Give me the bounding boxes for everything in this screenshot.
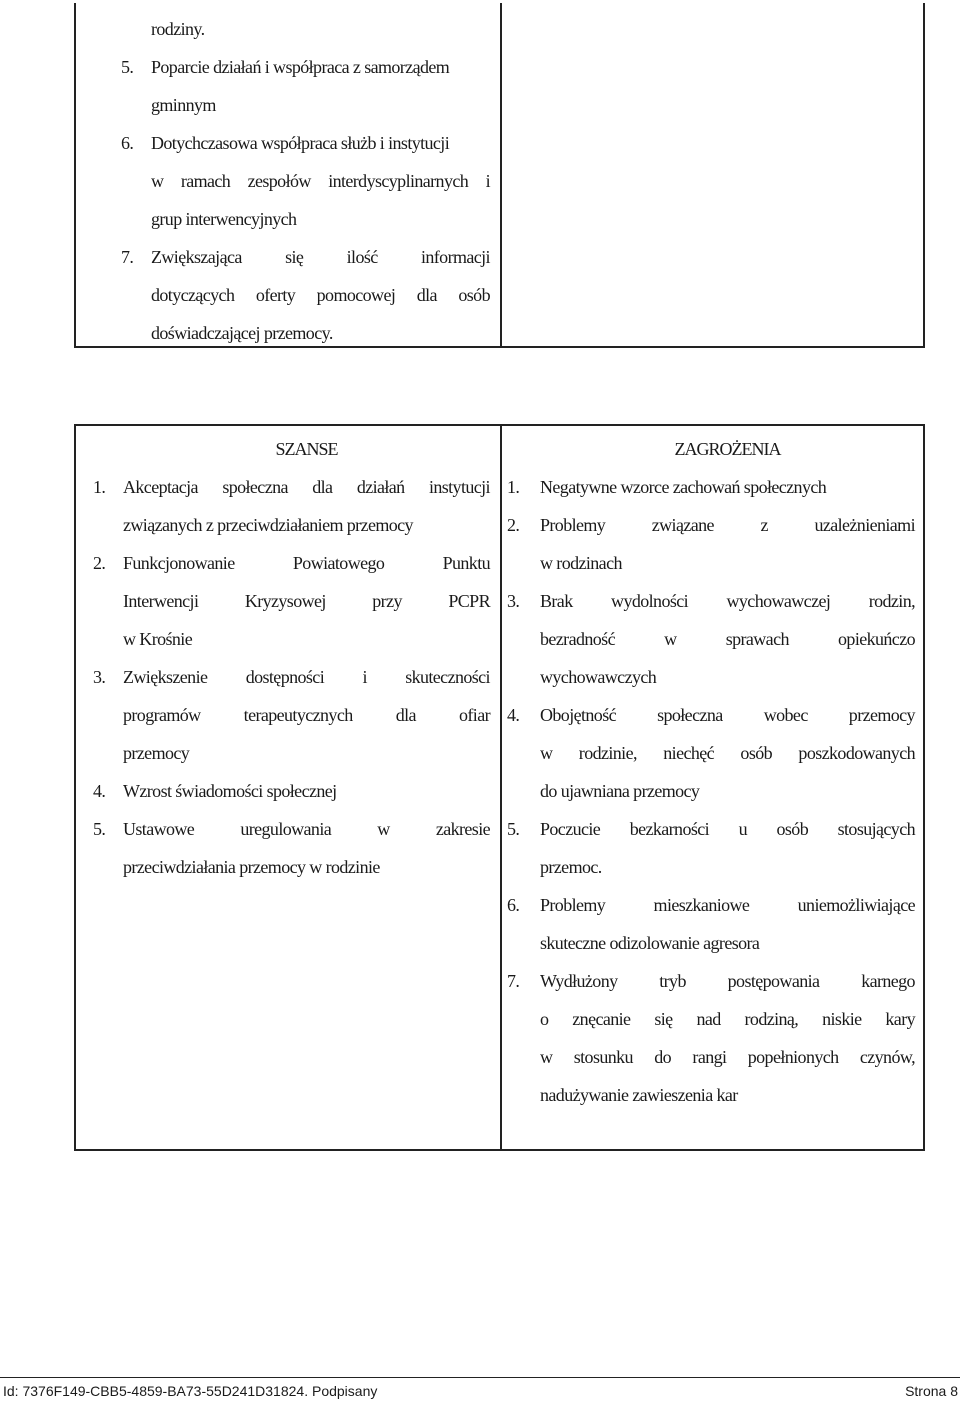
list-text: w stosunku do rangi popełnionych czynów, — [540, 1047, 915, 1067]
list-text: w rodzinie, niechęć osób poszkodowanych — [540, 743, 915, 763]
list-line — [123, 734, 490, 772]
list-number: 6. — [121, 133, 134, 153]
zagrozenia-column — [502, 430, 925, 1114]
list-line — [540, 620, 915, 658]
list-text: Ustawowe uregulowania w zakresie — [123, 819, 490, 839]
list-line — [507, 696, 915, 734]
list-line — [540, 658, 915, 696]
list-line — [151, 200, 490, 238]
list-line — [540, 848, 915, 886]
top-table-right-column — [502, 3, 925, 346]
list-text: Dotychczasowa współpraca służb i instytucji — [151, 133, 450, 153]
list-text: Poparcie działań i współpraca z samorządem — [151, 57, 450, 77]
list-text: Akceptacja społeczna dla działań instytucji — [123, 477, 490, 497]
zagrozenia-list — [507, 468, 915, 1114]
list-text: Brak wydolności wychowawczej rodzin, — [540, 591, 915, 611]
list-line — [93, 658, 490, 696]
list-line — [123, 848, 490, 886]
list-text: Negatywne wzorce zachowań społecznych — [540, 477, 827, 497]
list-text: Wydłużony tryb postępowania karnego — [540, 971, 915, 991]
list-line — [507, 506, 915, 544]
list-text: Poczucie bezkarności u osób stosujących — [540, 819, 915, 839]
list-text: Interwencji Kryzysowej przy PCPR — [123, 591, 490, 611]
list-line — [540, 772, 915, 810]
list-text: Problemy związane z uzależnieniami — [540, 515, 915, 535]
list-line — [123, 506, 490, 544]
zagrozenia-heading: ZAGROŻENIA — [674, 439, 781, 459]
list-line — [123, 620, 490, 658]
list-number: 2. — [507, 515, 520, 535]
list-text: programów terapeutycznych dla ofiar — [123, 705, 490, 725]
list-text: Problemy mieszkaniowe uniemożliwiające — [540, 895, 915, 915]
list-number: 4. — [93, 781, 106, 801]
page-number: Strona 8 — [905, 1383, 958, 1399]
list-line — [93, 772, 490, 810]
list-line — [93, 810, 490, 848]
list-text: o znęcanie się nad rodziną, niskie kary — [540, 1009, 915, 1029]
list-line — [540, 734, 915, 772]
list-text: w ramach zespołów interdyscyplinarnych i — [151, 171, 490, 191]
list-number: 7. — [507, 971, 520, 991]
list-text: dotyczących oferty pomocowej dla osób — [151, 285, 490, 305]
list-number: 1. — [93, 477, 106, 497]
list-number: 5. — [121, 57, 134, 77]
list-text: przeciwdziałania przemocy w rodzinie — [123, 857, 380, 877]
list-line — [123, 696, 490, 734]
list-number: 3. — [93, 667, 106, 687]
list-number: 6. — [507, 895, 520, 915]
list-text: przemoc. — [540, 857, 602, 877]
list-line — [151, 86, 490, 124]
list-text: przemocy — [123, 743, 190, 763]
list-text: Funkcjonowanie Powiatowego Punktu — [123, 553, 490, 573]
list-line — [507, 810, 915, 848]
page-footer — [0, 1377, 960, 1404]
list-text: skuteczne odizolowanie agresora — [540, 933, 760, 953]
list-text: rodziny. — [151, 19, 205, 39]
list-line — [507, 962, 915, 1000]
list-line — [121, 124, 490, 162]
list-number: 7. — [121, 247, 134, 267]
list-number: 2. — [93, 553, 106, 573]
list-text: bezradność w sprawach opiekuńczo — [540, 629, 915, 649]
list-line — [507, 468, 915, 506]
list-line — [151, 10, 490, 48]
list-number: 4. — [507, 705, 520, 725]
list-line — [151, 162, 490, 200]
list-text: Zwiększenie dostępności i skuteczności — [123, 667, 490, 687]
document-id: Id: 7376F149-CBB5-4859-BA73-55D241D31824. Podpisany — [3, 1383, 378, 1399]
szanse-column — [76, 430, 500, 886]
list-line — [93, 544, 490, 582]
top-table-left-column — [76, 10, 500, 352]
list-number: 5. — [507, 819, 520, 839]
list-line — [507, 582, 915, 620]
list-text: związanych z przeciwdziałaniem przemocy — [123, 515, 413, 535]
list-text: Obojętność społeczna wobec przemocy — [540, 705, 915, 725]
list-text: Zwiększająca się ilość informacji — [151, 247, 490, 267]
list-line — [121, 48, 490, 86]
list-number: 1. — [507, 477, 520, 497]
swot-table — [74, 424, 925, 1151]
list-text: grup interwencyjnych — [151, 209, 297, 229]
list-line — [121, 238, 490, 276]
szanse-heading: SZANSE — [275, 439, 338, 459]
top-table — [74, 3, 925, 348]
list-line — [540, 1000, 915, 1038]
list-line — [151, 314, 490, 352]
list-text: nadużywanie zawieszenia kar — [540, 1085, 738, 1105]
list-text: Wzrost świadomości społecznej — [123, 781, 337, 801]
list-line — [540, 1038, 915, 1076]
list-line — [151, 276, 490, 314]
szanse-list — [93, 468, 490, 886]
list-text: gminnym — [151, 95, 216, 115]
list-line — [540, 544, 915, 582]
list-text: doświadczającej przemocy. — [151, 323, 333, 343]
list-line — [123, 582, 490, 620]
list-line — [507, 886, 915, 924]
list-text: w rodzinach — [540, 553, 622, 573]
list-number: 3. — [507, 591, 520, 611]
list-line — [540, 924, 915, 962]
list-text: w Krośnie — [123, 629, 193, 649]
list-number: 5. — [93, 819, 106, 839]
list-text: wychowawczych — [540, 667, 657, 687]
list-line — [93, 468, 490, 506]
list-text: do ujawniana przemocy — [540, 781, 700, 801]
list-line — [540, 1076, 915, 1114]
